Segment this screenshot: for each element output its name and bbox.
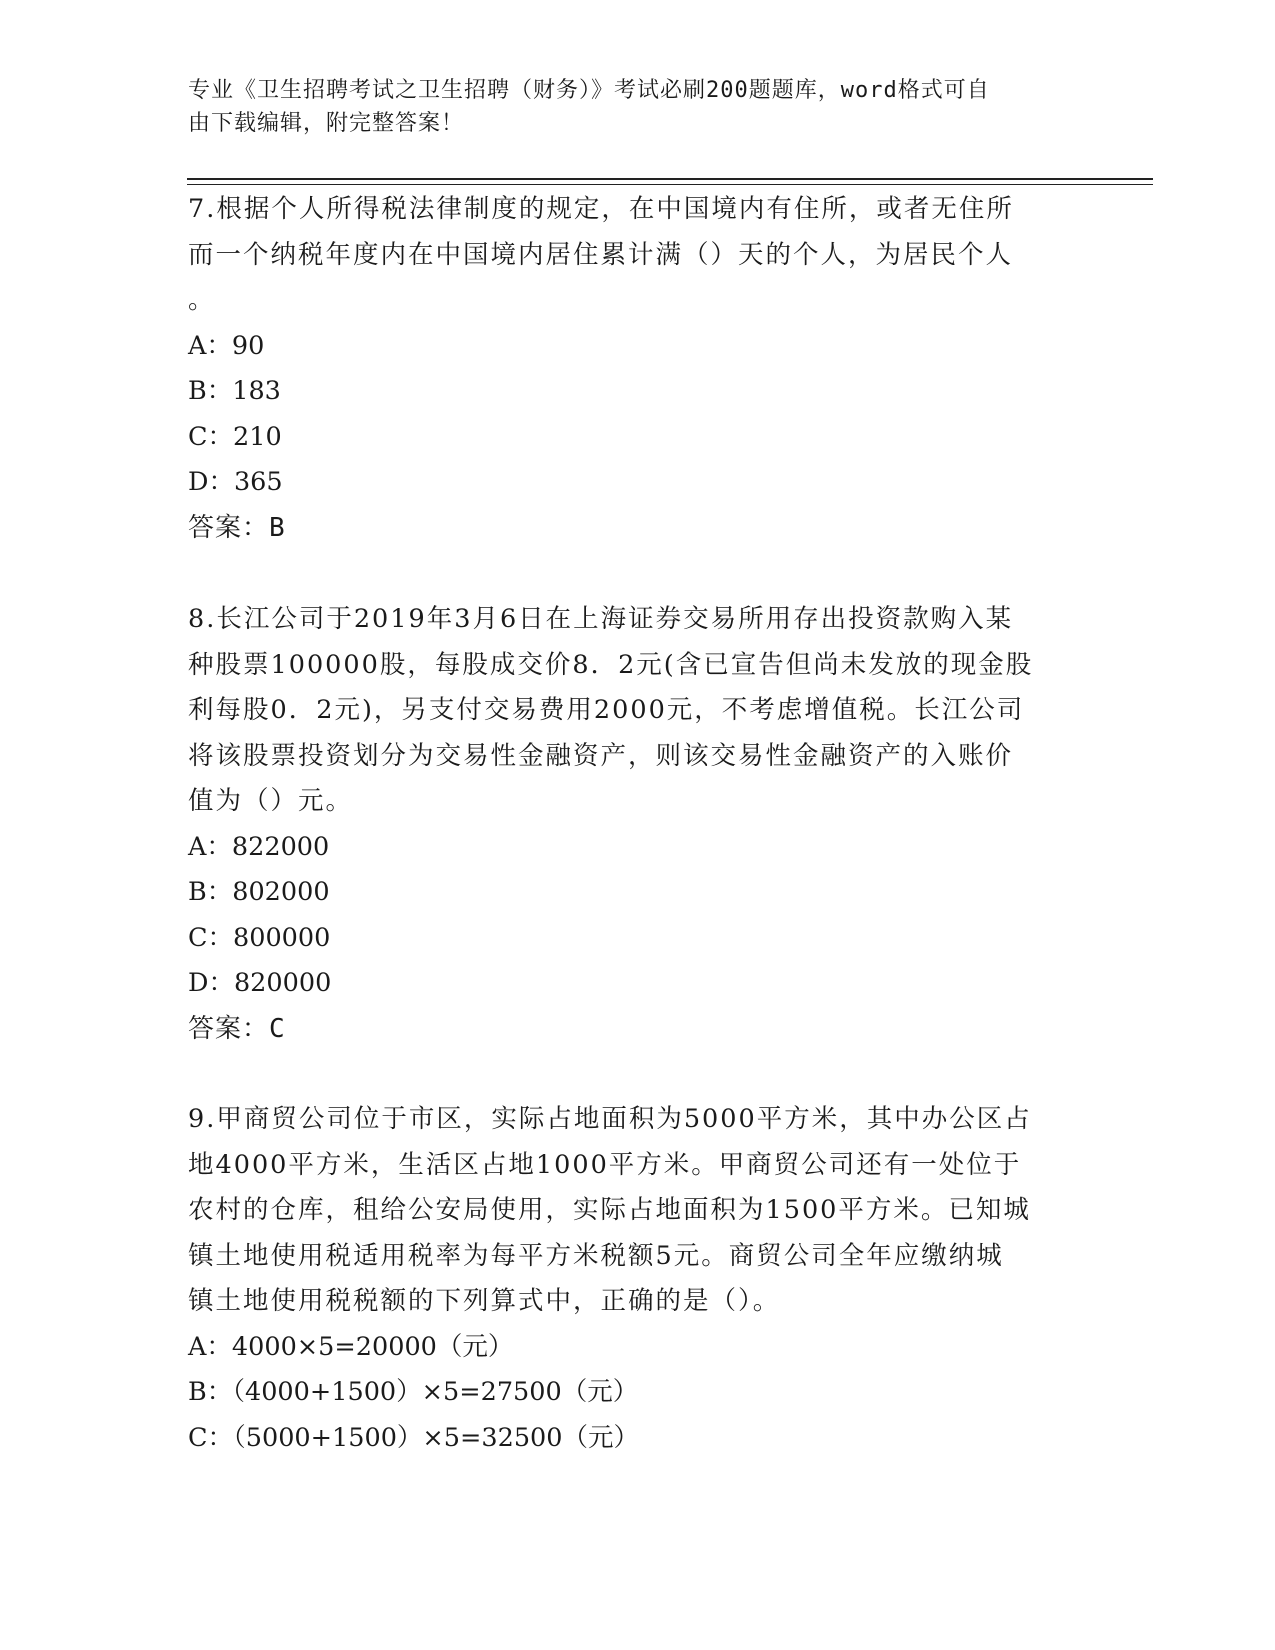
question-7 — [188, 187, 1078, 551]
option-a: A：90 — [188, 330, 265, 361]
option-a: A：4000×5=20000（元） — [188, 1331, 514, 1362]
question-stem-line: 镇土地使用税税额的下列算式中，正确的是（）。 — [188, 1286, 781, 1316]
question-stem-line: 7.根据个人所得税法律制度的规定，在中国境内有住所，或者无住所 — [188, 194, 1014, 224]
document-header — [188, 74, 1068, 140]
option-c: C：（5000+1500）×5=32500（元） — [188, 1422, 639, 1453]
option-b: B：（4000+1500）×5=27500（元） — [188, 1377, 639, 1407]
question-stem-line: 。 — [188, 285, 216, 315]
question-stem-line: 值为（）元。 — [188, 786, 354, 816]
header-divider-thick — [187, 178, 1153, 180]
header-line-1: 专业《卫生招聘考试之卫生招聘（财务）》考试必刷200题题库，word格式可自 — [188, 78, 990, 103]
question-stem-line: 将该股票投资划分为交易性金融资产，则该交易性金融资产的入账价 — [188, 740, 1014, 771]
option-d: D：820000 — [188, 968, 332, 998]
question-9 — [188, 1097, 1078, 1461]
question-stem-line: 8.长江公司于2019年3月6日在上海证券交易所用存出投资款购入某 — [188, 604, 1014, 634]
question-stem-line: 地4000平方米，生活区占地1000平方米。甲商贸公司还有一处位于 — [188, 1149, 1022, 1180]
question-stem-line: 农村的仓库，租给公安局使用，实际占地面积为1500平方米。已知城 — [188, 1195, 1031, 1225]
answer-line: 答案：C — [188, 1013, 286, 1044]
option-c: C：210 — [188, 421, 282, 452]
question-stem-line: 利每股0．2元)，另支付交易费用2000元，不考虑增值税。长江公司 — [188, 695, 1025, 725]
question-stem-line: 种股票100000股，每股成交价8．2元(含已宣告但尚未发放的现金股 — [188, 649, 1034, 680]
option-b: B：802000 — [188, 877, 330, 907]
question-8 — [188, 597, 1078, 1052]
question-stem-line: 9.甲商贸公司位于市区，实际占地面积为5000平方米，其中办公区占 — [188, 1104, 1032, 1134]
option-d: D：365 — [188, 467, 283, 497]
option-b: B：183 — [188, 376, 281, 406]
question-stem-line: 而一个纳税年度内在中国境内居住累计满（）天的个人，为居民个人 — [188, 239, 1014, 270]
option-a: A：822000 — [188, 831, 330, 862]
answer-line: 答案：B — [188, 512, 286, 543]
question-stem-line: 镇土地使用税适用税率为每平方米税额5元。商贸公司全年应缴纳城 — [188, 1240, 1004, 1271]
header-divider-thin — [187, 184, 1153, 185]
header-line-2: 由下载编辑，附完整答案！ — [188, 111, 465, 136]
option-c: C：800000 — [188, 922, 331, 953]
